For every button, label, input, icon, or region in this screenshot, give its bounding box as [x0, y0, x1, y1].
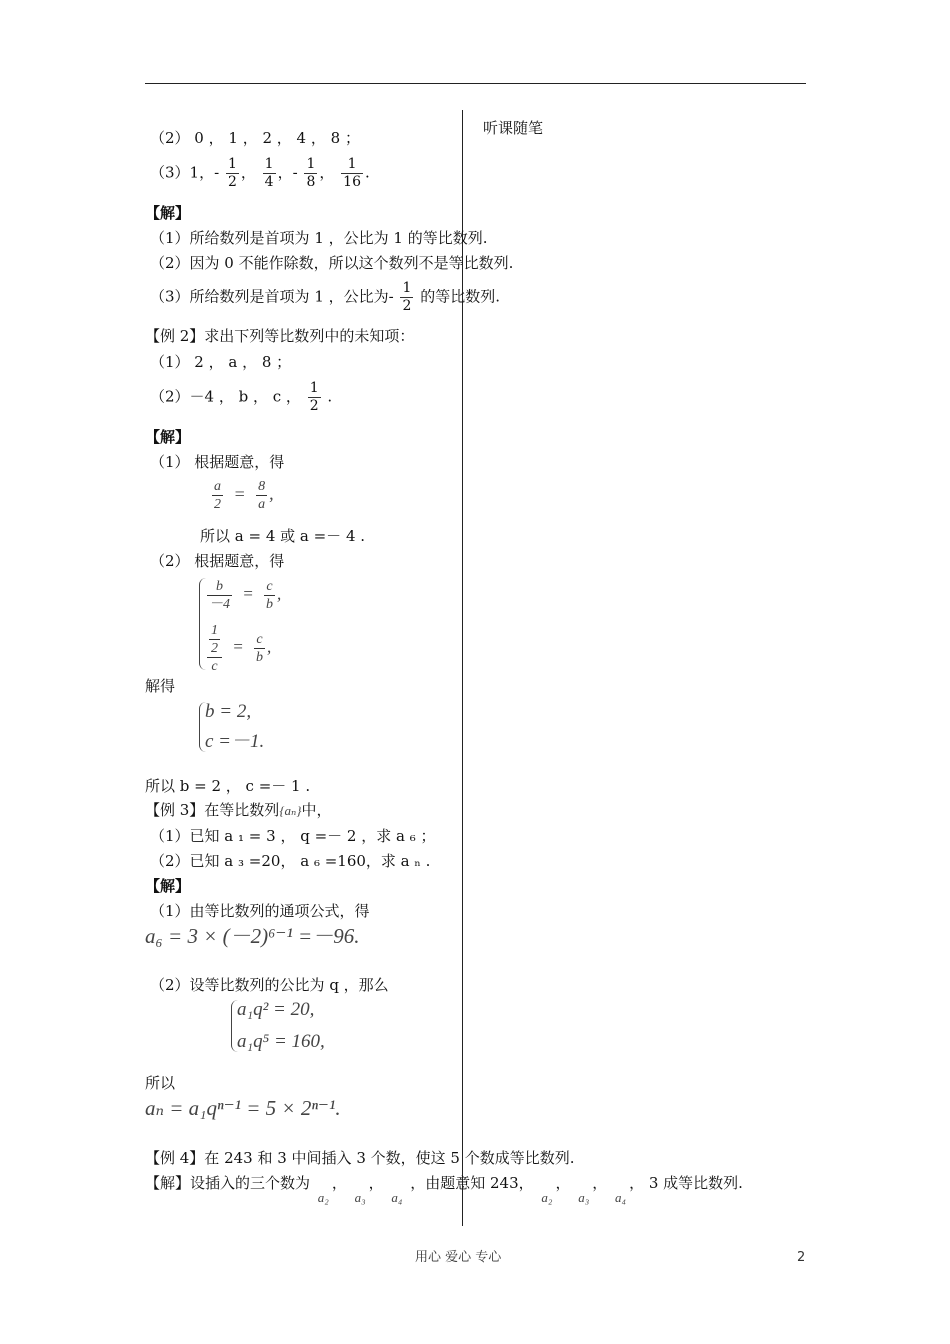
equation-b-ratio: $\frac{b}{-4}$ = $\frac{c}{b}$ ,	[209, 579, 282, 612]
formula-an: aₙ = a₁qⁿ⁻¹ = 5 × 2ⁿ⁻¹.	[145, 1096, 341, 1120]
problem-line-3: （3）1，- $\frac{1}{2}$ ， $\frac{1}{4}$ ，- $\frac{1}{8}$ ， $\frac{1}{16}$ .	[150, 156, 370, 190]
solution-line-1: （1）所给数列是首项为 1 ，公比为 1 的等比数列.	[150, 229, 488, 247]
fraction-quarter: $\frac{1}{4}$	[264, 156, 274, 190]
fraction-half: $\frac{1}{2}$	[227, 156, 237, 190]
solution-heading-2: 【解】	[145, 428, 191, 446]
example-4-solution: 【解】设插入的三个数为 a₂， a₃， a₄ ，由题意知 243， a₂， a₃， a₄， 3 成等比数列.	[145, 1174, 743, 1205]
equation-a-ratio: $\frac{a}{2}$ = $\frac{8}{a}$ ,	[214, 479, 274, 512]
fraction-half: $\frac{1}{2}$	[402, 280, 412, 314]
example-2-part-2: （2）－4 ， b ， c ， $\frac{1}{2}$ .	[150, 380, 333, 414]
example-3-heading: 【例 3】在等比数列{aₙ}中，	[145, 801, 332, 819]
equation-c-ratio: $\frac{\frac{1}{2}}{c}$ = $\frac{c}{b}$ ,	[205, 622, 271, 675]
example-2-heading: 【例 2】求出下列等比数列中的未知项：	[145, 327, 415, 345]
result-c: c =－1.	[205, 731, 265, 752]
example-4-heading: 【例 4】在 243 和 3 中间插入 3 个数，使这 5 个数成等比数列.	[145, 1149, 575, 1167]
solution-heading-1: 【解】	[145, 204, 191, 222]
example-2-result-1: 所以 a = 4 或 a =－ 4 .	[200, 527, 366, 545]
example-3-solution-1: （1）由等比数列的通项公式，得	[150, 902, 370, 920]
example-3-part-1: （1）已知 a ₁ = 3 ， q =－ 2 ，求 a ₆ ；	[150, 827, 436, 845]
solve-label: 解得	[145, 677, 176, 695]
example-2-result-2: 所以 b = 2 ， c =－ 1 .	[145, 777, 311, 795]
page-number: 2	[797, 1250, 806, 1265]
result-b: b = 2,	[205, 701, 252, 722]
header-rule	[145, 83, 806, 84]
equation-a1q2: a₁q² = 20,	[237, 999, 315, 1020]
solution-line-2: （2）因为 0 不能作除数，所以这个数列不是等比数列.	[150, 254, 514, 272]
example-3-solution-2: （2）设等比数列的公比为 q ，那么	[150, 976, 389, 994]
fraction-eighth: $\frac{1}{8}$	[306, 156, 316, 190]
solution-line-3: （3）所给数列是首项为 1 ，公比为- $\frac{1}{2}$ 的等比数列.	[150, 280, 500, 314]
solution-heading-3: 【解】	[145, 877, 191, 895]
therefore-label: 所以	[145, 1074, 176, 1092]
footer-motto: 用心 爱心 专心	[415, 1250, 502, 1265]
problem-line-2: （2） 0 ， 1 ， 2 ， 4 ， 8 ；	[150, 129, 360, 147]
margin-divider	[462, 110, 463, 1226]
sequence-symbol: {aₙ}	[279, 803, 302, 818]
equation-a1q5: a₁q⁵ = 160,	[237, 1031, 325, 1052]
example-2-solution-1: （1） 根据题意，得	[150, 453, 285, 471]
sidebar-note: 听课随笔	[483, 119, 544, 137]
example-2-part-1: （1） 2 ， a ， 8 ；	[150, 353, 292, 371]
formula-a6: a₆ = 3 × (－2)⁶⁻¹ =－96.	[145, 924, 360, 948]
fraction-half: $\frac{1}{2}$	[309, 380, 319, 414]
fraction-sixteenth: $\frac{1}{16}$	[343, 156, 361, 190]
example-2-solution-2: （2） 根据题意，得	[150, 552, 285, 570]
example-3-part-2: （2）已知 a ₃ =20， a ₆ =160，求 a ₙ .	[150, 852, 431, 870]
